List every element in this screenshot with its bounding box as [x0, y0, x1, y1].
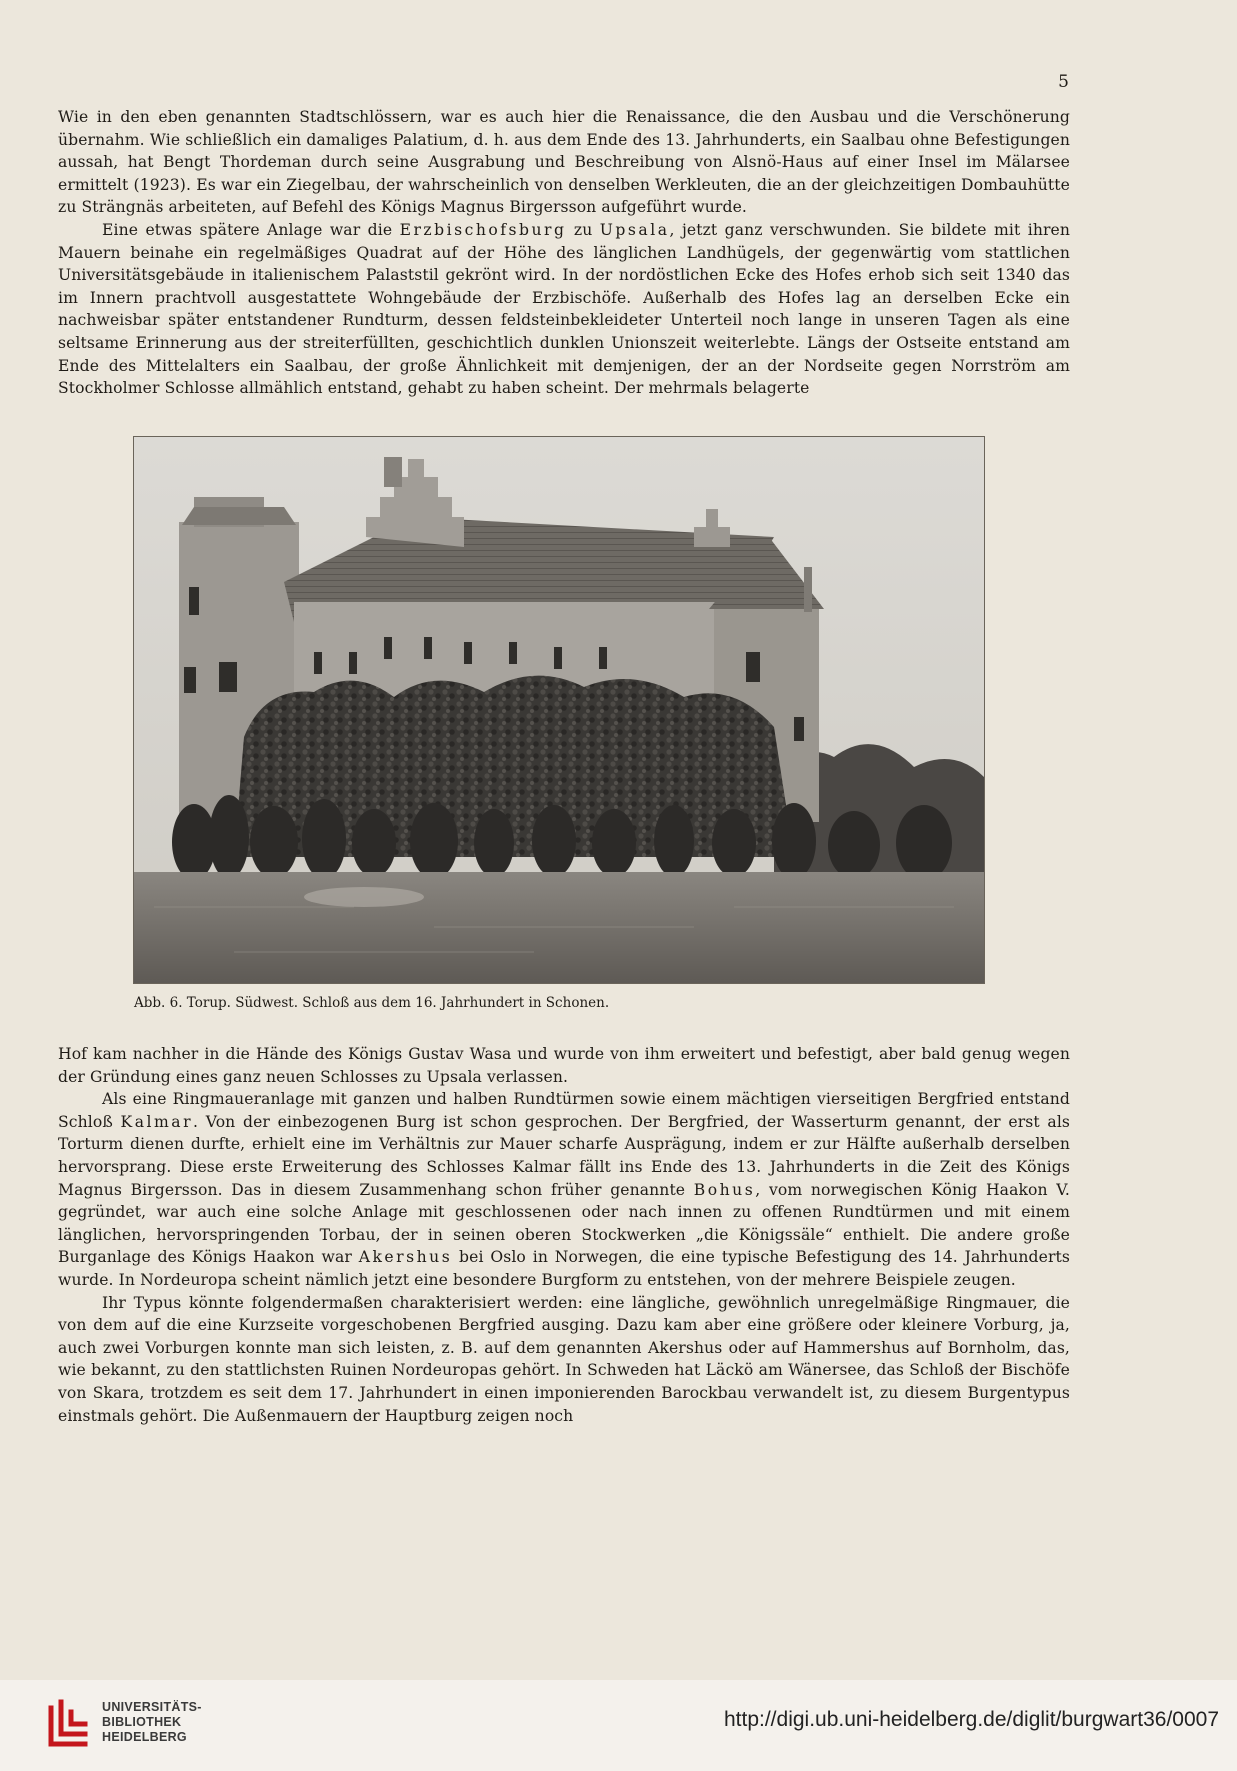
paragraph: Eine etwas spätere Anlage war die Erzbischofsburg zu Upsala, jetzt ganz verschwunden. Sie bildete mit ihren Mauern beinahe ein regelmäßiges Quadrat auf der Höhe des länglichen Landhügels, der gegenwärtig vom stattlichen Universitätsgebäude in italienischem Palaststil gekrönt wird. In der nordöstlichen Ecke des Hofes erhob sich seit 1340 das im Innern prachtvoll ausgestattete Wohngebäude der Erzbischöfe. Außerhalb des Hofes lag an derselben Ecke ein nachweisbar später entstandener Rundturm, dessen feldsteinbekleideter Unterteil noch lange in unseren Tagen als eine seltsame Erinnerung aus der streiterfüllten, geschichtlich dunklen Unionszeit weiterlebte. Längs der Ostseite entstand am Ende des Mittelalters ein Saalbau, der große Ähnlichkeit mit demjenigen, der an der Nordseite gegen Norrström am Stockholmer Schlosse allmählich entstand, gehabt zu haben scheint. Der mehrmals belagerte [58, 220, 1070, 398]
castle-photograph [133, 436, 985, 984]
figure-caption: Abb. 6. Torup. Südwest. Schloß aus dem 16. Jahrhundert in Schonen. [134, 995, 610, 1011]
place-name: Upsala [599, 220, 670, 239]
place-name: Kalmar [120, 1112, 194, 1131]
place-name: Erzbischofsburg [399, 220, 567, 239]
library-footer [0, 1680, 1237, 1771]
place-name: Bohus [693, 1180, 756, 1199]
paragraph: Wie in den eben genannten Stadtschlössern, war es auch hier die Renaissance, die den Ausbau und die Verschönerung übernahm. Wie schließlich ein damaliges Palatium, d. h. aus dem Ende des 13. Jahrhunderts, ein Saalbau ohne Befestigungen aussah, hat Bengt Thordeman durch seine Ausgrabung und Beschreibung von Alsnö-Haus auf einer Insel im Mälarsee ermittelt (1923). Es war ein Ziegelbau, der wahrscheinlich von denselben Werkleuten, die an der gleichzeitigen Dombauhütte zu Strängnäs arbeiteten, auf Befehl des Königs Magnus Birgersson aufgeführt wurde. [58, 108, 1070, 217]
permalink-url[interactable]: http://digi.ub.uni-heidelberg.de/diglit/burgwart36/0007 [723, 1708, 1219, 1731]
library-name: UNIVERSITÄTS- BIBLIOTHEK HEIDELBERG [102, 1700, 202, 1744]
body-text-top [58, 106, 1070, 400]
photo-illustration [134, 437, 984, 983]
paragraph: Hof kam nachher in die Hände des Königs Gustav Wasa und wurde von ihm erweitert und befestigt, aber bald genug wegen der Gründung eines ganz neuen Schlosses zu Upsala verlassen. [58, 1045, 1070, 1086]
page-number: 5 [1058, 72, 1069, 92]
paragraph: Als eine Ringmaueranlage mit ganzen und halben Rundtürmen sowie einem mächtigen vierseitigen Bergfried entstand Schloß Kalmar. Von der einbezogenen Burg ist schon gesprochen. Der Bergfried, der Wasserturm genannt, der erst als Torturm dienen durfte, erhielt eine im Verhältnis zur Mauer scharfe Ausprägung, indem er zur Hälfte außerhalb derselben hervorsprang. Diese erste Erweiterung des Schlosses Kalmar fällt ins Ende des 13. Jahrhunderts in die Zeit des Königs Magnus Birgersson. Das in diesem Zusammenhang schon früher genannte Bohus, vom norwegischen König Haakon V. gegründet, war auch eine solche Anlage mit geschlossenen oder nach innen zu offenen Rundtürmen und mit einem länglichen, hervorspringenden Torbau, der in seinen oberen Stockwerken „die Königssäle“ enthielt. Die andere große Burganlage des Königs Haakon war Akershus bei Oslo in Norwegen, die eine typische Befestigung des 14. Jahrhunderts wurde. In Nordeuropa scheint nämlich jetzt eine besondere Burgform zu entstehen, von der mehrere Beispiele zeugen. [58, 1090, 1071, 1289]
library-logo-icon [45, 1698, 91, 1750]
body-text-bottom [58, 1043, 1070, 1427]
paragraph: Ihr Typus könnte folgendermaßen charakterisiert werden: eine längliche, gewöhnlich unregelmäßige Ringmauer, die von dem auf die eine Kurzseite vorgeschobenen Bergfried ausging. Dazu kam aber eine größere oder kleinere Vorburg, ja, auch zwei Vorburgen konnte man sich leisten, z. B. auf dem genannten Akershus oder auf Hammershus auf Bornholm, das, wie bekannt, zu den stattlichsten Ruinen Nordeuropas gehört. In Schweden hat Läckö am Wänersee, das Schloß der Bischöfe von Skara, trotzdem es seit dem 17. Jahrhundert in einen imponierenden Barockbau verwandelt ist, zu diesem Burgentypus einstmals gehört. Die Außenmauern der Hauptburg zeigen noch [58, 1293, 1070, 1425]
place-name: Akershus [358, 1248, 453, 1267]
